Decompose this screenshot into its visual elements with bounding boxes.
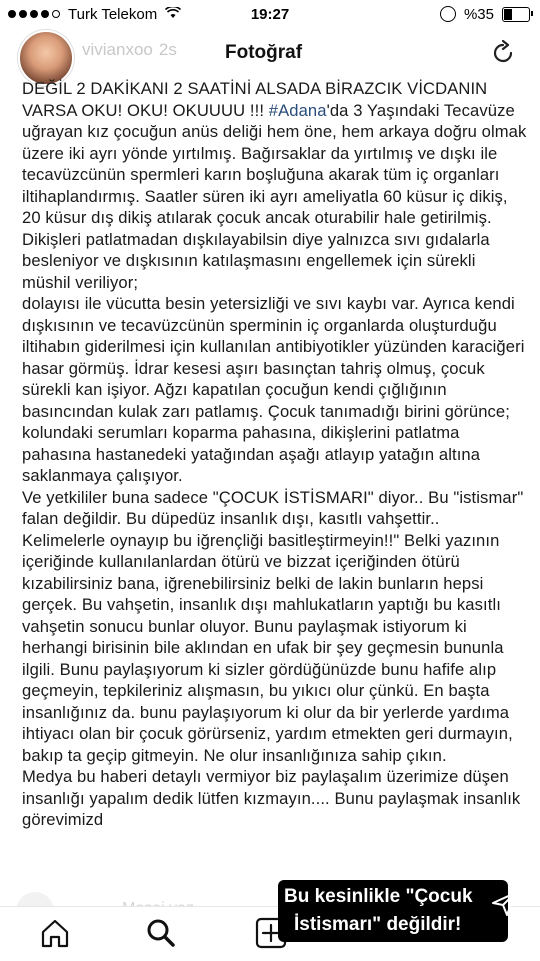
battery-percent: %35 [463,5,494,23]
sticker-line-1: Bu kesinlikle "Çocuk [284,886,473,907]
hashtag[interactable]: #Adana [268,100,327,120]
post-paragraph: Ve yetkililer buna sadece "ÇOCUK İSTİSMARI" diyor.. Bu "istismar" falan değildir. Bu düpedüz insanlık dışı, kasıtlı vahşettir.. Kelimelerle oynayıp bu iğrençliği basitleştirmeyin!!" Belki yazının içeriğinde kullanılanlardan ötürü ve bizzat içeriğinden ötürü kızabilirsiniz bana, iğrenebilirsiniz belki de lakin bunların hepsi gerçek. Bu vahşetin, insanlık dışı mahlukatların yaptığı bu kasıtlı vahşetin sonucu bunlar oluyor. Bunu paylaşmak istiyorum ki herhangi birisinin bile aklından en ufak bir şey geçmesin bununla ilgili. Bunu paylaşıyorum ki sizler gördüğünüzde bunu hafife alıp geçmeyin, tepkileriniz alışmasın, bu yıkıcı olur çünkü. En başta insanlığınız da. bunu paylaşıyorum ki olur da bir yerlerde yardıma ihtiyacı olan bir çocuk görürseniz, yardım etmekten geri durmayın, bakıp ta geçip gitmeyin. Ne olur insanlığınıza sahip çıkın. [22,487,524,765]
refresh-icon[interactable] [488,38,518,68]
battery-icon [502,7,530,22]
username-row[interactable] [82,40,177,60]
page-title: Fotoğraf [225,42,303,63]
signal-strength-icon [8,10,60,18]
post-paragraph: dolayısı ile vücutta besin yetersizliği ve sıvı kaybı var. Ayrıca kendi dışkısının ve tecavüzcünün sperminin iç organlarda oluşturduğu iltihabın giderilmesi için kullanılan antibiyotikler yüzünden karaciğeri hasar görmüş. İdrar kesesi aşırı basınçtan tahriş olmuş, çocuk sürekli kan işiyor. Ağzı kapatılan çocuğun kendi çığlığının basıncından kulak zarı patlamış. Çocuk tanımadığı birini görünce; kolundaki serumları koparma pahasına, dikişlerini patlatma pahasına hastanedeki yatağından aşağı atlayıp yatağın altına saklanmaya çalışıyor. [22,294,525,485]
post-paragraph: DEĞİL 2 DAKİKANI 2 SAATİNİ ALSADA BİRAZCIK VİCDANIN VARSA OKU! OKU! OKUUUU !!! #Adana'da 3 Yaşındaki Tecavüze uğrayan kız çocuğun anüs deliği hem öne, hem arkaya doğru olmak üzere iki ayrı yönde yırtılmış. Bağırsaklar da yırtılmış ve dışkı ile tecavüzcünün spermleri karın boşluğuna akarak tüm iç organları iltihaplandırmış. Saatler süren iki ayrı ameliyatla 60 küsur iç dikiş, 20 küsur dış dikiş atılarak çocuk ancak oturabilir hale getirilmiş. Dikişleri patlatmadan dışkılayabilsin diye yalnızca sıvı gıdalarla besleniyor ve dışkısının katılaşmasını engellemek için sürekli müshil veriliyor; [22,79,527,292]
send-icon[interactable] [490,890,518,918]
post-paragraph: Medya bu haberi detaylı vermiyor biz paylaşalım üzerimize düşen insanlığı yapalım dedik lütfen kızmayın.... Bunu paylaşmak insanlık görevimizd [22,767,521,829]
post-text [22,78,527,831]
carrier-name: Turk Telekom [68,5,158,23]
username[interactable]: vivianxoo [82,40,153,59]
sticker-line-2: İstismarı" değildir! [294,914,462,935]
text-sticker [278,880,508,942]
rotation-lock-icon [440,6,456,22]
post-age: 2s [158,40,177,59]
story-header [0,28,540,84]
home-icon[interactable] [38,916,72,950]
search-icon[interactable] [144,916,178,950]
status-bar [0,0,540,28]
wifi-icon [165,6,181,22]
clock-time: 19:27 [250,5,290,23]
